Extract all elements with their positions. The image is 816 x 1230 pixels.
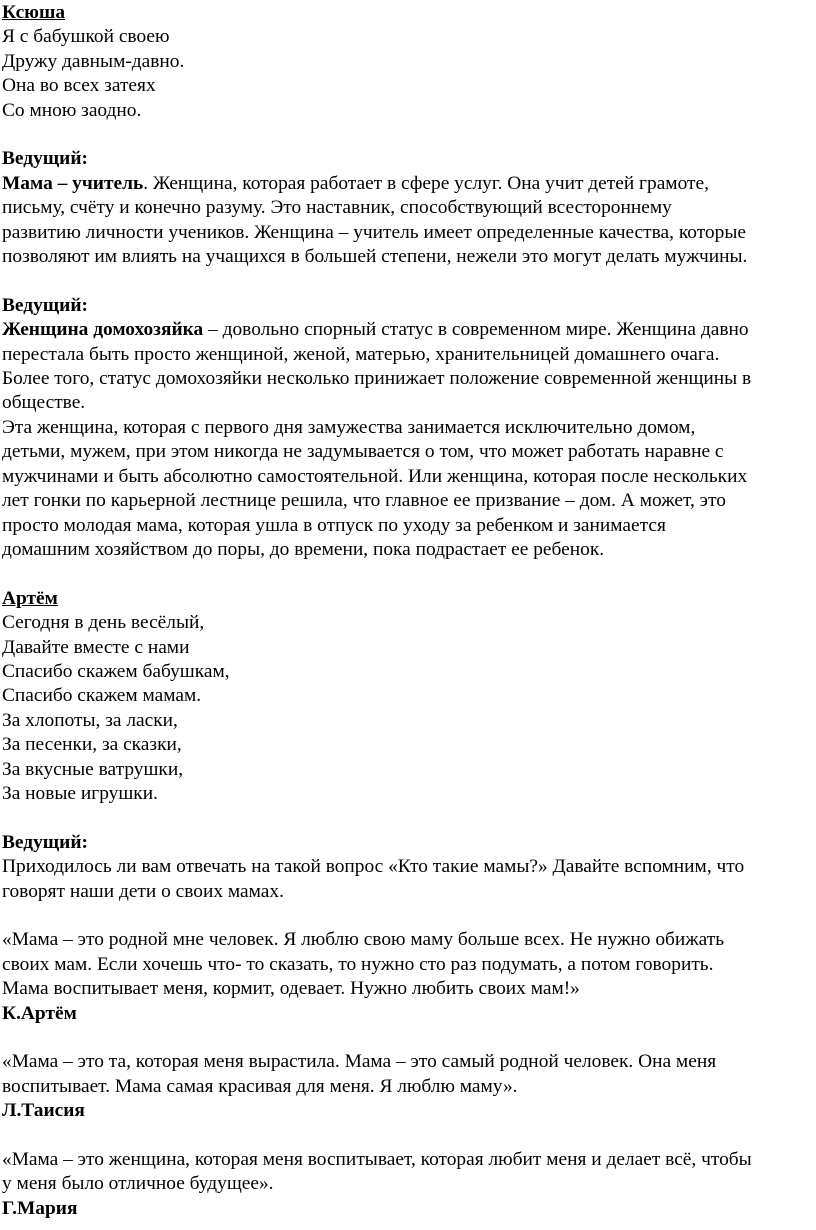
poem-line: За новые игрушки.	[2, 782, 158, 804]
paragraph-line: мужчинами и быть абсолютно самостоятельной. Или женщина, которая после нескольких	[2, 465, 748, 487]
paragraph-line: Женщина домохозяйка – довольно спорный статус в современном мире. Женщина давно	[2, 319, 749, 341]
paragraph-line: детьми, мужем, при этом никогда не задумывается о том, что может работать наравне с	[2, 441, 724, 463]
term-housewife: Женщина домохозяйка	[2, 319, 204, 341]
paragraph-line: домашним хозяйством до поры, до времени, пока подрастает ее ребенок.	[2, 538, 605, 560]
poem-line: Сегодня в день весёлый,	[2, 612, 205, 634]
paragraph-line: обществе.	[2, 392, 86, 414]
poem-line: За вкусные ватрушки,	[2, 758, 184, 780]
paragraph-line: Приходилось ли вам отвечать на такой вопрос «Кто такие мамы?» Давайте вспомним, что	[2, 856, 745, 878]
paragraph-line: Более того, статус домохозяйки несколько принижает положение современной женщины в	[2, 368, 752, 390]
speaker-host: Ведущий:	[2, 294, 88, 316]
poem-line: За песенки, за сказки,	[2, 734, 182, 756]
quote-line: «Мама – это та, которая меня вырастила. Мама – это самый родной человек. Она меня	[2, 1051, 717, 1073]
speaker-host: Ведущий:	[2, 831, 88, 853]
quote-line: у меня было отличное будущее».	[2, 1173, 274, 1195]
quote-line: своих мам. Если хочешь что- то сказать, то нужно сто раз подумать, а потом говорить.	[2, 953, 714, 975]
paragraph-line: говорят наши дети о своих мамах.	[2, 880, 284, 902]
poem-line: Со мною заодно.	[2, 99, 142, 121]
poem-line: Спасибо скажем мамам.	[2, 685, 202, 707]
quote-author: Л.Таисия	[2, 1100, 85, 1122]
paragraph-line: письму, счёту и конечно разуму. Это наставник, способствующий всестороннему	[2, 197, 672, 219]
paragraph-line: просто молодая мама, которая ушла в отпуск по уходу за ребенком и занимается	[2, 514, 666, 536]
quote-line: воспитывает. Мама самая красивая для меня. Я люблю маму».	[2, 1075, 518, 1097]
poem-line: Давайте вместе с нами	[2, 636, 190, 658]
paragraph-line: Эта женщина, которая с первого дня замужества занимается исключительно домом,	[2, 416, 696, 438]
speaker-ksyusha: Ксюша	[2, 2, 66, 23]
quote-author: Г.Мария	[2, 1197, 78, 1219]
poem-line: За хлопоты, за ласки,	[2, 709, 178, 731]
quote-author: К.Артём	[2, 1002, 77, 1024]
poem-line: Я с бабушкой своею	[2, 26, 170, 48]
paragraph-line: лет гонки по карьерной лестнице решила, что главное ее призвание – дом. А может, это	[2, 490, 726, 512]
poem-line: Спасибо скажем бабушкам,	[2, 660, 230, 682]
quote-line: Мама воспитывает меня, кормит, одевает. Нужно любить своих мам!»	[2, 978, 580, 1000]
quote-line: «Мама – это родной мне человек. Я люблю свою маму больше всех. Не нужно обижать	[2, 929, 725, 951]
speaker-artyom: Артём	[2, 587, 58, 609]
speaker-host: Ведущий:	[2, 148, 88, 170]
paragraph-line: позволяют им влиять на учащихся в большей степени, нежели это могут делать мужчины.	[2, 246, 748, 268]
quote-line: «Мама – это женщина, которая меня воспитывает, которая любит меня и делает всё, чтобы	[2, 1148, 752, 1170]
paragraph-line: Мама – учитель. Женщина, которая работает в сфере услуг. Она учит детей грамоте,	[2, 172, 709, 194]
term-teacher: Мама – учитель	[2, 172, 144, 194]
poem-line: Дружу давным-давно.	[2, 50, 185, 72]
poem-line: Она во всех затеях	[2, 75, 156, 97]
paragraph-line: перестала быть просто женщиной, женой, матерью, хранительницей домашнего очага.	[2, 343, 720, 365]
paragraph-line: развитию личности учеников. Женщина – учитель имеет определенные качества, которые	[2, 221, 746, 243]
